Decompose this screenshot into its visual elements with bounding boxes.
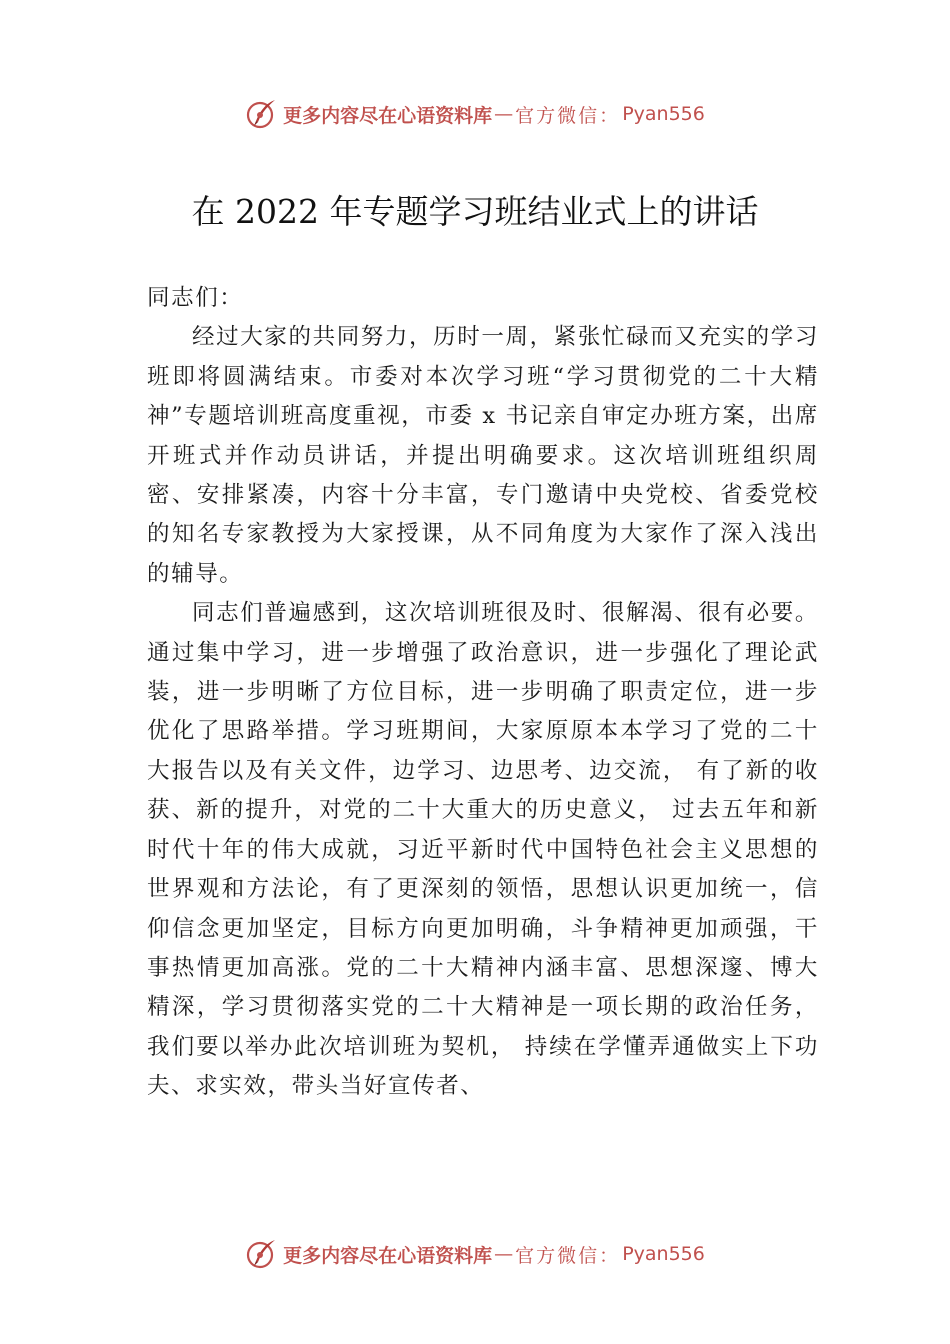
banner-wechat-label: 官方微信： — [515, 104, 621, 127]
body-paragraph-1: 经过大家的共同努力，历时一周，紧张忙碌而又充实的学习班即将圆满结束。市委对本次学习班“学习贯彻党的二十大精神”专题培训班高度重视，市委 x 书记亲自审定办班方案，出席开班式并作动员讲话，并提出明确要求。这次培训班组织周密、安排紧凑，内容十分丰富，专门邀请中央党校、省委党校的知名专家教授为大家授课，从不同角度为大家作了深入浅出的辅导。 — [147, 324, 819, 587]
banner-wechat-id: Pyan556 — [622, 1243, 705, 1265]
salutation: 同志们： — [147, 285, 244, 311]
document-body — [147, 279, 819, 1107]
banner-brand-text: 更多内容尽在心语资料库 — [283, 104, 493, 127]
header-watermark-banner — [0, 94, 950, 134]
banner-wechat-label: 官方微信： — [515, 1244, 621, 1267]
quill-pen-logo-icon — [245, 1237, 279, 1271]
quill-pen-logo-icon — [245, 97, 279, 131]
footer-watermark-banner — [0, 1234, 950, 1274]
banner-brand-text: 更多内容尽在心语资料库 — [283, 1244, 493, 1267]
banner-wechat-id: Pyan556 — [622, 103, 705, 125]
body-paragraph-2: 同志们普遍感到，这次培训班很及时、很解渴、很有必要。通过集中学习，进一步增强了政治意识，进一步强化了理论武装，进一步明晰了方位目标，进一步明确了职责定位，进一步优化了思路举措。学习班期间，大家原原本本学习了党的二十大报告以及有关文件，边学习、边思考、边交流， 有了新的收获、新的提升，对党的二十大重大的历史意义， 过去五年和新时代十年的伟大成就，习近平新时代中国特色社会主义思想的世界观和方法论，有了更深刻的领悟，思想认识更加统一，信仰信念更加坚定，目标方向更加明确，斗争精神更加顽强，干事热情更加高涨。党的二十大精神内涵丰富、思想深邃、博大精深，学习贯彻落实党的二十大精神是一项长期的政治任务，我们要以举办此次培训班为契机， 持续在学懂弄通做实上下功夫、求实效，带头当好宣传者、 — [147, 600, 819, 1100]
banner-separator: — — [494, 103, 514, 125]
banner-separator: — — [494, 1243, 514, 1265]
document-title: 在 2022 年专题学习班结业式上的讲话 — [191, 192, 759, 231]
